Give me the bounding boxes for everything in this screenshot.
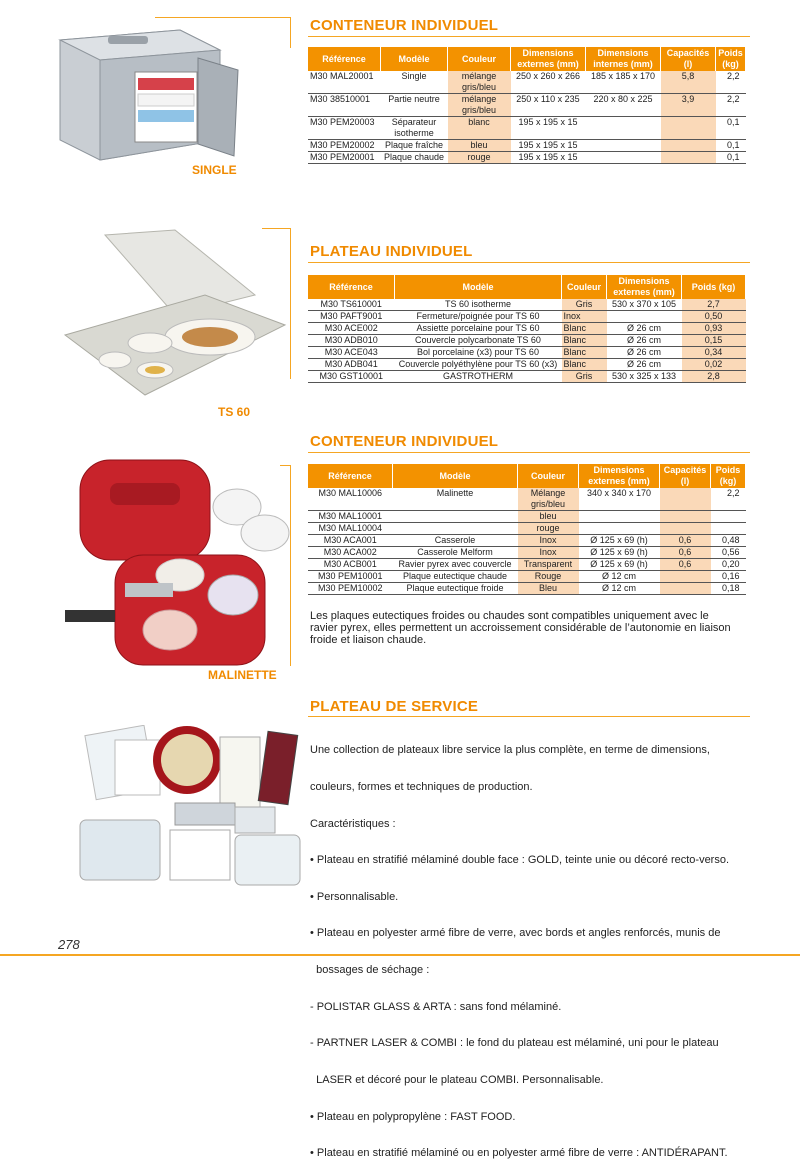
desc-line: LASER et décoré pour le plateau COMBI. Personnalisable. [310,1073,604,1086]
header-poids: Poids (kg) [716,47,746,71]
cell [393,511,518,523]
cell: 220 x 80 x 225 [586,94,661,117]
cell: Assiette porcelaine pour TS 60 [395,323,562,335]
table-row [308,140,746,152]
cell: M30 PEM20001 [308,152,381,164]
cell: Gris [562,299,607,311]
cell: 0,56 [711,547,746,559]
cell: Ø 26 cm [607,323,682,335]
cell: 0,34 [682,347,746,359]
cell: 530 x 325 x 133 [607,371,682,383]
table-header-row [308,275,746,299]
cell: 0,6 [660,547,711,559]
cell: M30 ACE043 [308,347,395,359]
cell [660,571,711,583]
cell [660,583,711,595]
cell: Casserole [393,535,518,547]
cell: Ravier pyrex avec couvercle [393,559,518,571]
cell: 0,1 [716,140,746,152]
cell: Mélange gris/bleu [518,488,579,511]
cell: Ø 125 x 69 (h) [579,559,660,571]
cell: Couvercle polycarbonate TS 60 [395,335,562,347]
cell: Blanc [562,347,607,359]
cell: Plaque eutectique chaude [393,571,518,583]
cell: Blanc [562,359,607,371]
table-header-row [308,464,746,488]
header-dim-int: Dimensions internes (mm) [586,47,661,71]
table-row [308,359,746,371]
table-row [308,71,746,94]
header-reference: Référence [308,464,393,488]
cell: 340 x 340 x 170 [579,488,660,511]
cell: 250 x 110 x 235 [511,94,586,117]
cell [607,311,682,323]
cell [579,523,660,535]
service-description [310,720,770,1172]
cell: 2,8 [682,371,746,383]
table-row [308,547,746,559]
section-rule-3 [308,452,750,453]
cell: 0,20 [711,559,746,571]
table-row [308,117,746,140]
header-capacite: Capacités (l) [660,464,711,488]
table-row [308,583,746,595]
cell: Bol porcelaine (x3) pour TS 60 [395,347,562,359]
cell: 2,2 [716,94,746,117]
cell: mélange gris/bleu [448,94,511,117]
desc-line: • Plateau en polypropylène : FAST FOOD. [310,1110,516,1123]
header-dim-ext: Dimensions externes (mm) [579,464,660,488]
cell: 0,6 [660,559,711,571]
header-dim-ext: Dimensions externes (mm) [511,47,586,71]
cell: mélange gris/bleu [448,71,511,94]
cell: Ø 125 x 69 (h) [579,547,660,559]
table-row [308,371,746,383]
cell: Ø 12 cm [579,583,660,595]
cell: M30 PEM10001 [308,571,393,583]
cell: M30 PEM20003 [308,117,381,140]
table-row [308,523,746,535]
note-line: Les plaques eutectiques froides ou chaudes sont compatibles uniquement avec le [310,610,709,622]
cell: 530 x 370 x 105 [607,299,682,311]
cell: 2,2 [711,488,746,511]
header-couleur: Couleur [448,47,511,71]
header-capacite: Capacités (l) [661,47,716,71]
cell [711,523,746,535]
cell: M30 MAL10004 [308,523,393,535]
header-reference: Référence [308,47,381,71]
note-line: ravier pyrex, elles permettent un accroissement considérable de l’autonomie en liaison [310,622,731,635]
section-rule-2 [308,262,750,263]
cell [393,523,518,535]
cell: M30 ACE002 [308,323,395,335]
cell: Casserole Melform [393,547,518,559]
section-title-plateau-individuel: PLATEAU INDIVIDUEL [310,243,473,260]
table-row [308,94,746,117]
cell: Fermeture/poignée pour TS 60 [395,311,562,323]
desc-line: - PARTNER LASER & COMBI : le fond du plateau est mélaminé, uni pour le plateau [310,1037,719,1050]
table-row [308,311,746,323]
cell: Ø 125 x 69 (h) [579,535,660,547]
cell: 0,93 [682,323,746,335]
single-spec-table [308,47,746,164]
cell: 0,18 [711,583,746,595]
cell [661,152,716,164]
cell: 5,8 [661,71,716,94]
service-trays-image [75,725,305,890]
section-rule-1 [308,36,750,37]
cell: M30 PEM20002 [308,140,381,152]
malinette-leader [280,465,291,666]
desc-line: • Plateau en polyester armé fibre de verre, avec bords et angles renforcés, munis de [310,927,721,940]
desc-line: bossages de séchage : [310,964,430,977]
cell: Inox [518,547,579,559]
section-title-conteneur-2: CONTENEUR INDIVIDUEL [310,433,499,450]
header-dim-ext: Dimensions externes (mm) [607,275,682,299]
table-row [308,299,746,311]
cell: 195 x 195 x 15 [511,140,586,152]
cell: Inox [562,311,607,323]
header-poids: Poids (kg) [711,464,746,488]
cell: 2,2 [716,71,746,94]
table-row [308,335,746,347]
header-poids: Poids (kg) [682,275,746,299]
cell: Single [381,71,448,94]
cell: M30 ACA002 [308,547,393,559]
cell: 250 x 260 x 266 [511,71,586,94]
cell [660,511,711,523]
cell: 0,1 [716,152,746,164]
cell [660,488,711,511]
cell: 0,50 [682,311,746,323]
cell: Blanc [562,335,607,347]
cell: M30 TS610001 [308,299,395,311]
cell: Séparateur isotherme [381,117,448,140]
cell: M30 ACA001 [308,535,393,547]
cell: Bleu [518,583,579,595]
cell: 0,16 [711,571,746,583]
cell: M30 MAL10006 [308,488,393,511]
table-row [308,152,746,164]
cell [660,523,711,535]
header-couleur: Couleur [562,275,607,299]
cell: M30 PAFT9001 [308,311,395,323]
page-number: 278 [58,937,80,952]
desc-line: - POLISTAR GLASS & ARTA : sans fond mélaminé. [310,1000,562,1013]
cell [586,117,661,140]
cell: M30 MAL10001 [308,511,393,523]
cell: bleu [518,511,579,523]
malinette-label: MALINETTE [208,668,277,682]
cell: Blanc [562,323,607,335]
malinette-image [65,455,300,670]
single-leader [155,17,291,48]
desc-line: couleurs, formes et techniques de production. [310,781,533,794]
header-modele: Modèle [395,275,562,299]
header-reference: Référence [308,275,395,299]
section-rule-4 [308,716,750,717]
cell: Partie neutre [381,94,448,117]
cell: rouge [448,152,511,164]
cell [586,152,661,164]
cell: GASTROTHERM [395,371,562,383]
malinette-spec-table [308,464,746,595]
header-modele: Modèle [393,464,518,488]
desc-line: • Plateau en stratifié mélaminé ou en polyester armé fibre de verre : ANTIDÉRAPANT. [310,1147,728,1160]
section-title-plateau-service: PLATEAU DE SERVICE [310,698,479,715]
malinette-note [310,610,760,647]
section-title-conteneur-1: CONTENEUR INDIVIDUEL [310,17,499,34]
table-row [308,323,746,335]
table-row [308,511,746,523]
cell: Ø 26 cm [607,335,682,347]
header-modele: Modèle [381,47,448,71]
cell [711,511,746,523]
cell: M30 38510001 [308,94,381,117]
cell [586,140,661,152]
cell: M30 ACB001 [308,559,393,571]
table-row [308,559,746,571]
cell: M30 ADB010 [308,335,395,347]
cell: TS 60 isotherme [395,299,562,311]
cell: Ø 12 cm [579,571,660,583]
cell: Rouge [518,571,579,583]
desc-line: • Plateau en stratifié mélaminé double face : GOLD, teinte unie ou décoré recto-verso. [310,854,730,867]
cell: Ø 26 cm [607,359,682,371]
single-label: SINGLE [192,163,237,177]
ts60-spec-table [308,275,746,383]
cell: 185 x 185 x 170 [586,71,661,94]
cell: M30 PEM10002 [308,583,393,595]
cell: M30 GST10001 [308,371,395,383]
table-row [308,535,746,547]
cell: Plaque fraîche [381,140,448,152]
cell: 2,7 [682,299,746,311]
cell: 0,15 [682,335,746,347]
cell: 0,48 [711,535,746,547]
cell [661,117,716,140]
cell: Malinette [393,488,518,511]
desc-line: • Personnalisable. [310,890,399,903]
ts60-leader [262,228,291,379]
ts60-tray-image [55,225,295,415]
cell: Plaque chaude [381,152,448,164]
table-header-row [308,47,746,71]
table-row [308,571,746,583]
cell: M30 ADB041 [308,359,395,371]
cell: 195 x 195 x 15 [511,152,586,164]
header-couleur: Couleur [518,464,579,488]
cell: Ø 26 cm [607,347,682,359]
ts60-label: TS 60 [218,405,251,419]
table-row [308,488,746,511]
cell: Transparent [518,559,579,571]
cell: Gris [562,371,607,383]
cell [579,511,660,523]
desc-line: Caractéristiques : [310,817,396,830]
cell: blanc [448,117,511,140]
table-row [308,347,746,359]
cell: Plaque eutectique froide [393,583,518,595]
cell: 195 x 195 x 15 [511,117,586,140]
cell: 0,02 [682,359,746,371]
desc-line: Une collection de plateaux libre service la plus complète, en terme de dimensions, [310,744,710,757]
cell [661,140,716,152]
cell: Couvercle polyéthylène pour TS 60 (x3) [395,359,562,371]
cell: bleu [448,140,511,152]
cell: M30 MAL20001 [308,71,381,94]
cell: Inox [518,535,579,547]
cell: 0,1 [716,117,746,140]
note-line: froide et liaison chaude. [310,634,427,647]
cell: 3,9 [661,94,716,117]
cell: rouge [518,523,579,535]
cell: 0,6 [660,535,711,547]
